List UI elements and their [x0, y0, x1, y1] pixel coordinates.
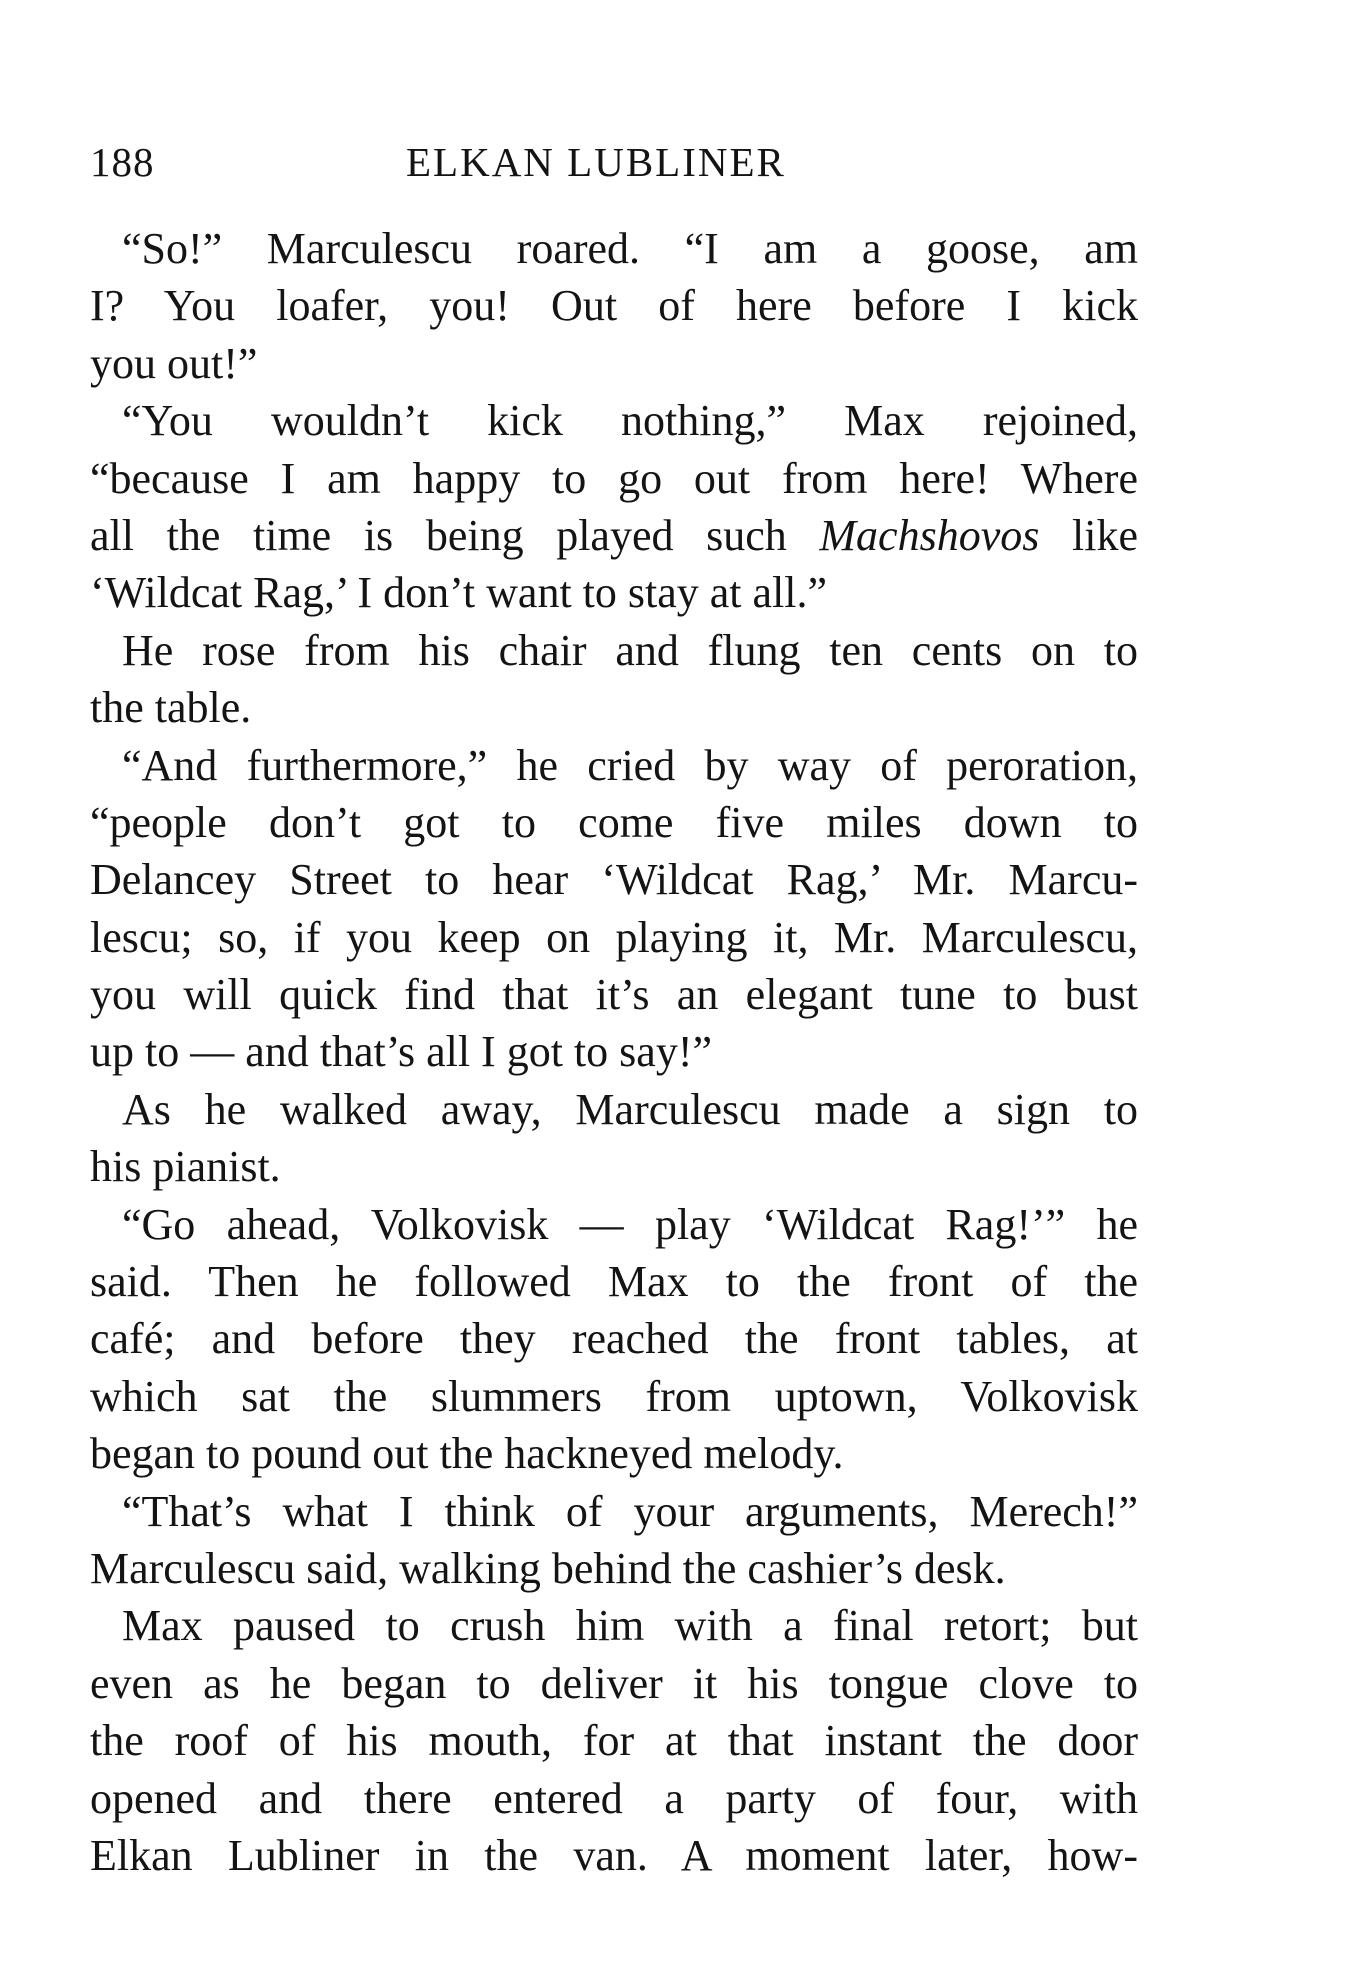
page-number: 188	[90, 139, 155, 185]
paragraph	[90, 1081, 1138, 1196]
text-line: Max paused to crush him with a final retort; but	[122, 1601, 1138, 1651]
text-line: opened and there entered a party of four, with	[90, 1773, 1138, 1823]
paragraph	[90, 737, 1138, 1081]
running-title: ELKAN LUBLINER	[406, 139, 786, 185]
paragraph	[90, 1196, 1138, 1483]
text-segment: like	[1039, 510, 1138, 560]
paragraph	[90, 1483, 1138, 1598]
paragraph	[90, 392, 1138, 622]
italic-word: Machshovos	[819, 510, 1040, 560]
text-line: said. Then he followed Max to the front of the	[90, 1257, 1138, 1307]
text-line: As he walked away, Marculescu made a sign to	[122, 1084, 1138, 1134]
paragraph	[90, 1597, 1138, 1884]
text-line: even as he began to deliver it his tongue clove to	[90, 1658, 1138, 1708]
text-line: you will quick find that it’s an elegant tune to bust	[90, 970, 1138, 1020]
page-header	[90, 138, 1140, 198]
text-line: “And furthermore,” he cried by way of peroration,	[122, 740, 1138, 790]
text-line: “because I am happy to go out from here! Where	[90, 453, 1138, 503]
text-line-with-italic	[90, 507, 1138, 564]
text-line: his pianist.	[90, 1142, 281, 1192]
text-line: Delancey Street to hear ‘Wildcat Rag,’ Mr. Marcu-	[90, 855, 1138, 905]
paragraph	[90, 220, 1138, 392]
text-segment: all the time is being played such	[90, 510, 820, 560]
text-line: lescu; so, if you keep on playing it, Mr. Marculescu,	[90, 912, 1138, 962]
text-line: “So!” Marculescu roared. “I am a goose, am	[122, 224, 1138, 273]
text-line: “That’s what I think of your arguments, Merech!”	[122, 1486, 1138, 1536]
text-line: began to pound out the hackneyed melody.	[90, 1429, 844, 1479]
text-line: I? You loafer, you! Out of here before I kick	[90, 281, 1138, 331]
text-line: which sat the slummers from uptown, Volkovisk	[90, 1371, 1138, 1421]
text-line: you out!”	[90, 338, 258, 388]
paragraph	[90, 622, 1138, 737]
text-line: up to — and that’s all I got to say!”	[90, 1027, 712, 1077]
text-line: “You wouldn’t kick nothing,” Max rejoined,	[122, 396, 1138, 446]
text-line: “people don’t got to come five miles down to	[90, 797, 1138, 847]
text-line: the roof of his mouth, for at that instant the door	[90, 1716, 1138, 1766]
text-line: Marculescu said, walking behind the cashier’s desk.	[90, 1543, 1006, 1593]
text-line: café; and before they reached the front tables, at	[90, 1314, 1138, 1364]
text-line: ‘Wildcat Rag,’ I don’t want to stay at all.”	[90, 568, 828, 618]
text-line: Elkan Lubliner in the van. A moment later, how-	[90, 1830, 1138, 1880]
text-line: “Go ahead, Volkovisk — play ‘Wildcat Rag!’” he	[122, 1199, 1138, 1249]
body-text	[90, 220, 1138, 1884]
text-line: the table.	[90, 683, 252, 733]
text-line: He rose from his chair and flung ten cents on to	[122, 625, 1138, 675]
